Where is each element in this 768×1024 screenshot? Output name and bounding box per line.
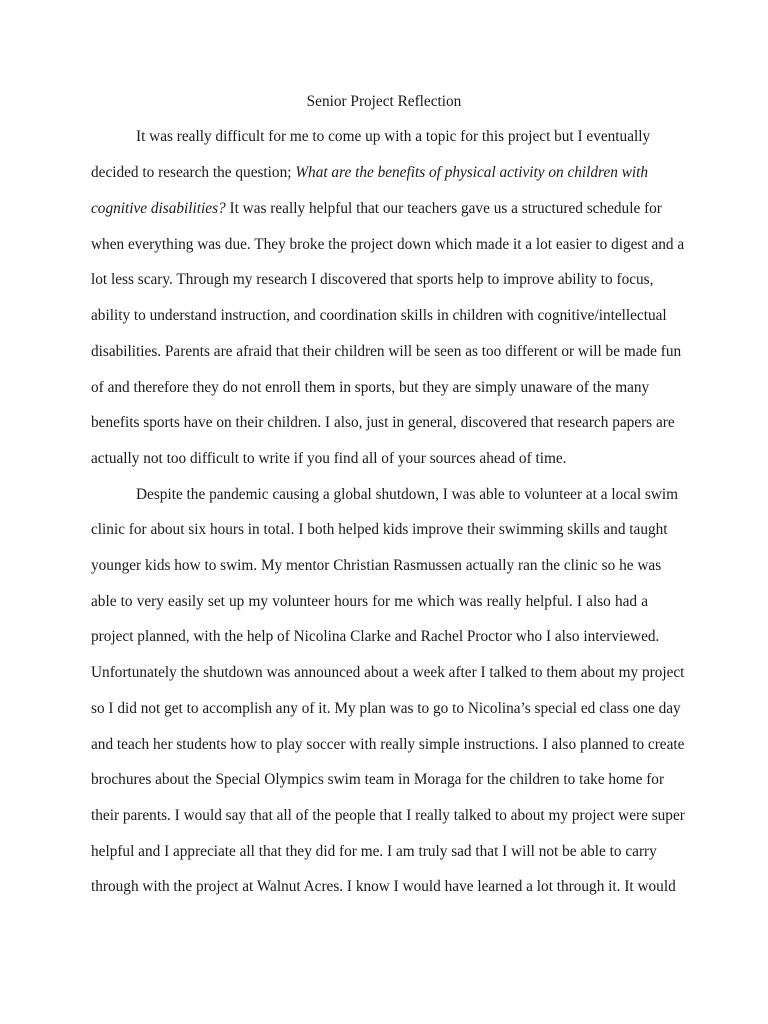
- research-question-text: What are the benefits of physical activity on children with: [295, 164, 649, 181]
- text-line: Unfortunately the shutdown was announced about a week after I talked to them about my project: [91, 664, 685, 681]
- text-line: disabilities. Parents are afraid that their children will be seen as too different or will be made fun: [91, 343, 682, 360]
- text-line: Despite the pandemic causing a global shutdown, I was able to volunteer at a local swim: [136, 486, 679, 503]
- text-line: [91, 199, 662, 219]
- text-run: decided to research the question;: [91, 164, 296, 181]
- text-line: their parents. I would say that all of the people that I really talked to about my project were super: [91, 807, 685, 824]
- text-line: [91, 163, 648, 183]
- text-line: through with the project at Walnut Acres. I know I would have learned a lot through it. It would: [91, 878, 676, 895]
- document-title: Senior Project Reflection: [306, 93, 462, 110]
- text-line: clinic for about six hours in total. I both helped kids improve their swimming skills and taught: [91, 521, 668, 538]
- text-line: of and therefore they do not enroll them in sports, but they are simply unaware of the many: [91, 379, 650, 396]
- text-line: and teach her students how to play soccer with really simple instructions. I also planned to create: [91, 736, 685, 753]
- research-question-text: cognitive disabilities?: [91, 200, 226, 217]
- text-line: project planned, with the help of Nicolina Clarke and Rachel Proctor who I also interviewed.: [91, 628, 660, 645]
- text-line: able to very easily set up my volunteer hours for me which was really helpful. I also had a: [91, 593, 648, 610]
- text-line: helpful and I appreciate all that they did for me. I am truly sad that I will not be able to carry: [91, 843, 657, 860]
- text-line: when everything was due. They broke the project down which made it a lot easier to digest and a: [91, 236, 685, 253]
- text-line: so I did not get to accomplish any of it. My plan was to go to Nicolina’s special ed class one day: [91, 700, 681, 717]
- text-run: It was really helpful that our teachers gave us a structured schedule for: [225, 200, 662, 217]
- text-line: brochures about the Special Olympics swim team in Moraga for the children to take home for: [91, 771, 665, 788]
- text-line: It was really difficult for me to come up with a topic for this project but I eventually: [136, 128, 651, 145]
- text-line: ability to understand instruction, and coordination skills in children with cognitive/intellectual: [91, 307, 667, 324]
- text-line: younger kids how to swim. My mentor Christian Rasmussen actually ran the clinic so he was: [91, 557, 662, 574]
- text-line: actually not too difficult to write if you find all of your sources ahead of time.: [91, 450, 567, 467]
- text-line: benefits sports have on their children. I also, just in general, discovered that research papers are: [91, 414, 675, 431]
- text-line: lot less scary. Through my research I discovered that sports help to improve ability to focus,: [91, 271, 654, 288]
